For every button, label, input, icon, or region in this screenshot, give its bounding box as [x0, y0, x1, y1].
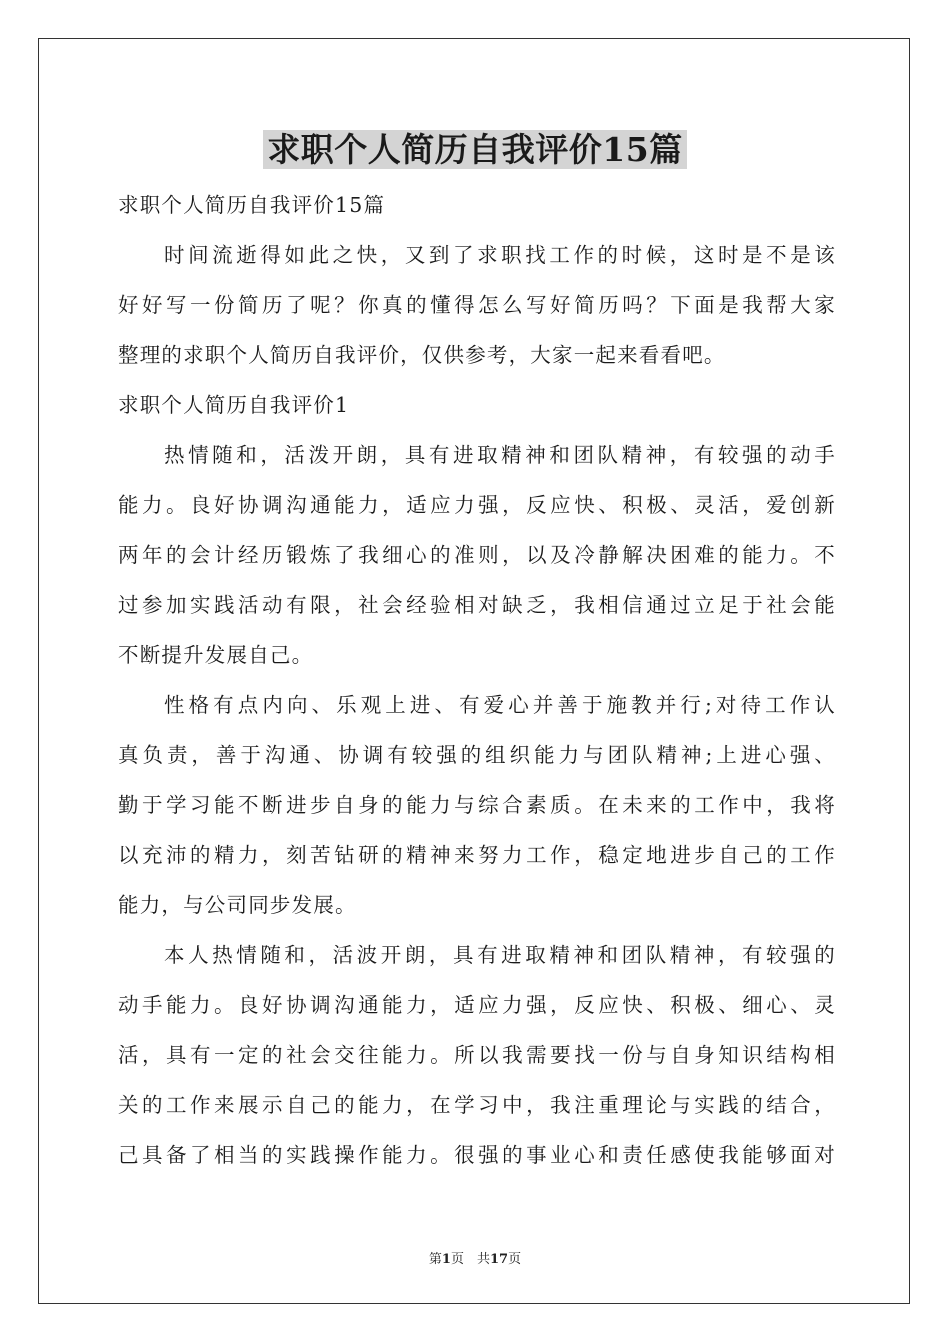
- text-line: 本人热情随和，活波开朗，具有进取精神和团队精神，有较强的: [164, 943, 836, 967]
- text-line: 求职个人简历自我评价15篇: [118, 193, 386, 217]
- text-line: 关的工作来展示自己的能力，在学习中，我注重理论与实践的结合，: [118, 1093, 836, 1117]
- page-footer: [0, 1248, 950, 1267]
- document-title-text: 求职个人简历自我评价15篇: [263, 130, 686, 169]
- footer-page-mid: 页 共: [450, 1252, 490, 1267]
- text-line: 性格有点内向、乐观上进、有爱心并善于施教并行;对待工作认: [164, 693, 836, 717]
- footer-page-current: 1: [441, 1252, 451, 1267]
- text-line: 动手能力。良好协调沟通能力，适应力强，反应快、积极、细心、灵: [118, 993, 836, 1017]
- text-line: 过参加实践活动有限，社会经验相对缺乏，我相信通过立足于社会能: [118, 593, 836, 617]
- text-line: 不断提升发展自己。: [118, 643, 314, 667]
- text-line: 勤于学习能不断进步自身的能力与综合素质。在未来的工作中，我将: [118, 793, 836, 817]
- text-line: 活，具有一定的社会交往能力。所以我需要找一份与自身知识结构相: [118, 1043, 836, 1067]
- text-line: 整理的求职个人简历自我评价，仅供参考，大家一起来看看吧。: [118, 343, 726, 367]
- text-line: 以充沛的精力，刻苦钻研的精神来努力工作，稳定地进步自己的工作: [118, 843, 836, 867]
- footer-page-total: 17: [489, 1252, 509, 1267]
- footer-page-prefix: 第: [428, 1252, 442, 1267]
- text-line: 好好写一份简历了呢？你真的懂得怎么写好简历吗？下面是我帮大家: [118, 293, 836, 317]
- document-title: [0, 126, 950, 174]
- text-line: 能力，与公司同步发展。: [118, 893, 357, 917]
- document-body: [118, 180, 836, 1180]
- text-line: 时间流逝得如此之快，又到了求职找工作的时候，这时是不是该: [164, 243, 836, 267]
- text-line: 能力。良好协调沟通能力，适应力强，反应快、积极、灵活，爱创新: [118, 493, 836, 517]
- footer-page-suffix: 页: [508, 1252, 522, 1267]
- text-line: 己具备了相当的实践操作能力。很强的事业心和责任感使我能够面对: [118, 1143, 836, 1167]
- text-line: 真负责，善于沟通、协调有较强的组织能力与团队精神;上进心强、: [118, 743, 836, 767]
- text-line: 求职个人简历自我评价1: [118, 393, 350, 417]
- text-line: 热情随和，活泼开朗，具有进取精神和团队精神，有较强的动手: [164, 443, 836, 467]
- text-line: 两年的会计经历锻炼了我细心的准则，以及冷静解决困难的能力。不: [118, 543, 836, 567]
